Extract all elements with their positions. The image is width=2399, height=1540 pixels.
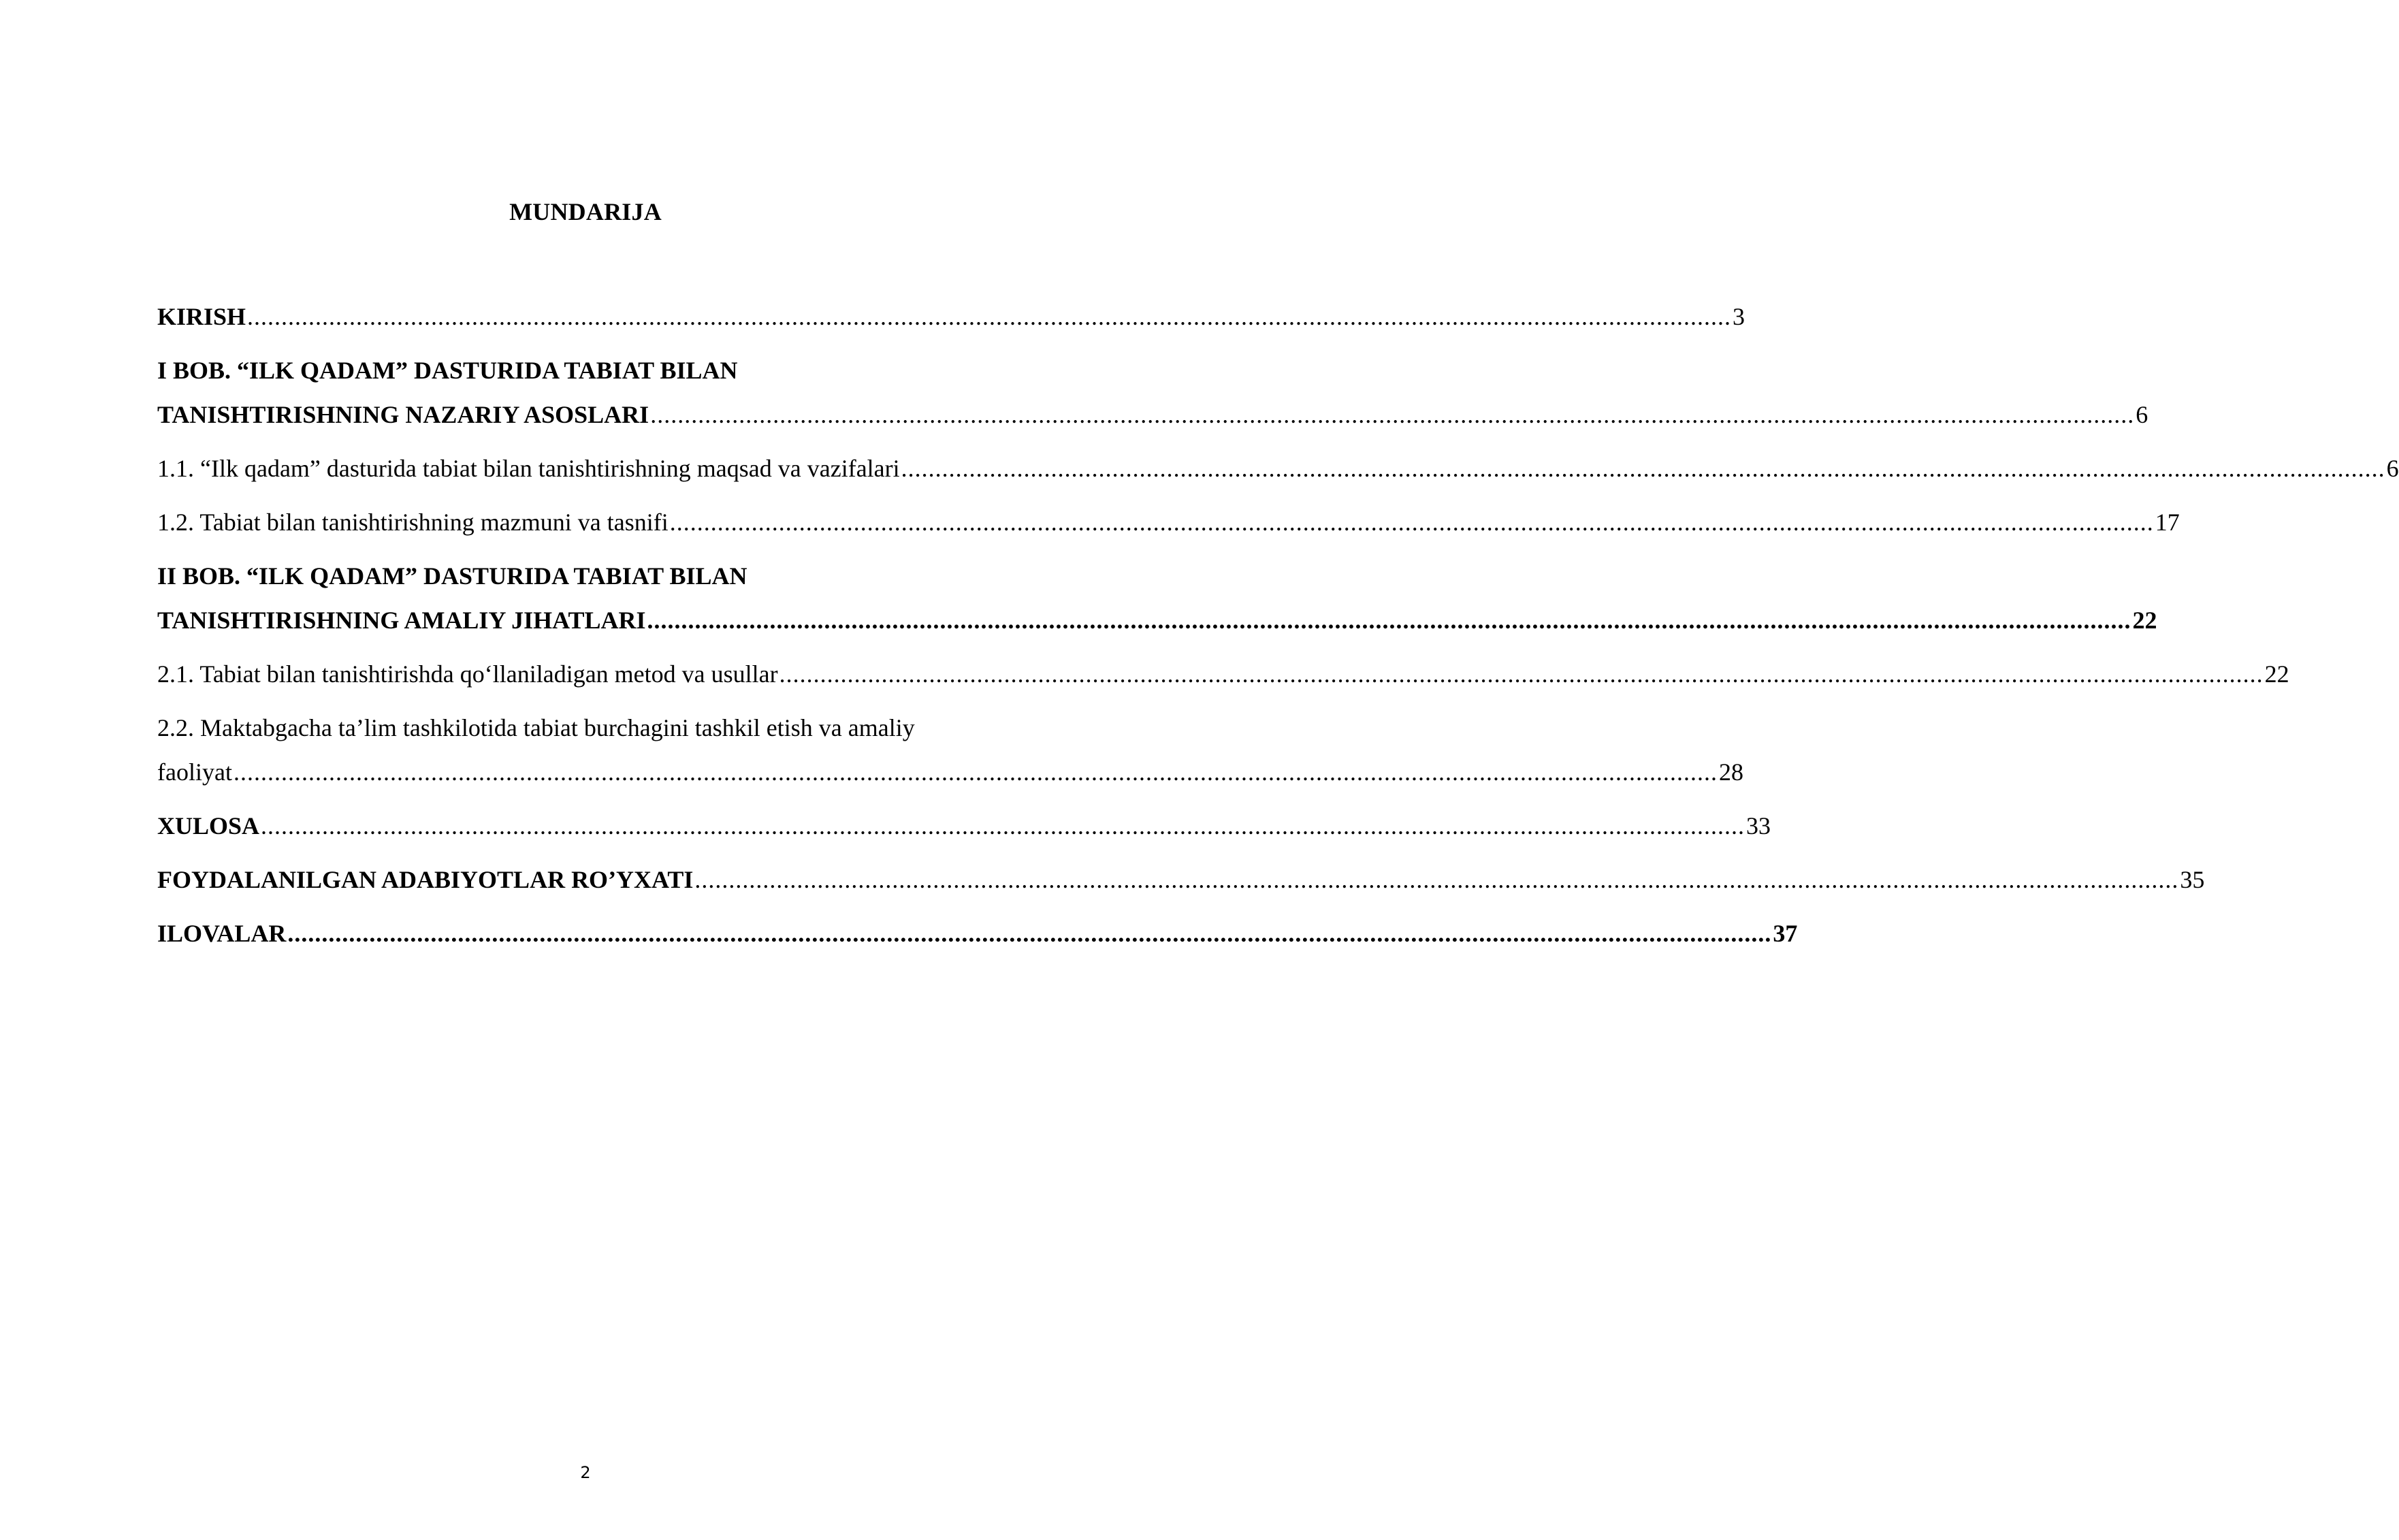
toc-entry-section-2-2-line1 <box>157 711 1019 745</box>
toc-page-number: 37 <box>1773 920 1798 947</box>
toc-page-number: 17 <box>2155 509 2180 536</box>
toc-entry-chapter-2-line1 <box>157 559 1019 593</box>
toc-entry-kirish[interactable] <box>157 300 1745 334</box>
toc-page-number: 22 <box>2132 607 2157 634</box>
toc-page-number: 22 <box>2264 660 2289 688</box>
dot-leader: .......................................................................................................................................................................................................................... <box>647 607 2131 634</box>
toc-entry-text: 1.2. Tabiat bilan tanishtirishning mazmuni va tasnifi <box>157 509 669 536</box>
page-title: MUNDARIJA <box>509 198 662 225</box>
toc-entry-text: XULOSA <box>157 812 260 839</box>
dot-leader: .......................................................................................................................................................................................................................... <box>669 509 2154 536</box>
toc-entry-text: ILOVALAR <box>157 920 287 947</box>
toc-page-number: 28 <box>1718 758 1743 786</box>
toc-entry-text: II BOB. “ILK QADAM” DASTURIDA TABIAT BILAN <box>157 562 747 590</box>
toc-entry-section-1-1[interactable] <box>157 451 2399 485</box>
toc-page-number: 3 <box>1733 303 1745 330</box>
toc-entry-section-2-1[interactable] <box>157 657 2289 691</box>
toc-entry-text: 1.1. “Ilk qadam” dasturida tabiat bilan tanishtirishning maqsad va vazifalari <box>157 455 900 482</box>
toc-entry-chapter-1[interactable] <box>157 398 2148 432</box>
page-number: 2 <box>580 1463 591 1482</box>
toc-entry-ilovalar[interactable] <box>157 916 1798 950</box>
toc-page-number: 6 <box>2386 455 2399 482</box>
toc-entry-xulosa[interactable] <box>157 809 1771 843</box>
toc-entry-section-2-2[interactable] <box>157 755 1743 789</box>
dot-leader: .......................................................................................................................................................................................................................... <box>901 455 2385 482</box>
dot-leader: .......................................................................................................................................................................................................................... <box>779 660 2264 688</box>
dot-leader: .......................................................................................................................................................................................................................... <box>261 812 1745 839</box>
toc-entry-text: TANISHTIRISHNING NAZARIY ASOSLARI <box>157 401 649 428</box>
toc-entry-section-1-2[interactable] <box>157 505 2180 539</box>
toc-entry-text: faoliyat <box>157 758 232 786</box>
toc-entry-chapter-2[interactable] <box>157 603 2157 637</box>
toc-entry-text: KIRISH <box>157 303 246 330</box>
dot-leader: .......................................................................................................................................................................................................................... <box>247 303 1732 330</box>
toc-entry-adabiyotlar[interactable] <box>157 863 2205 897</box>
toc-page-number: 35 <box>2180 866 2205 893</box>
dot-leader: .......................................................................................................................................................................................................................... <box>233 758 1718 786</box>
toc-entry-text: TANISHTIRISHNING AMALIY JIHATLARI <box>157 607 646 634</box>
toc-entry-chapter-1-line1 <box>157 353 1019 387</box>
dot-leader: .......................................................................................................................................................................................................................... <box>287 920 1772 947</box>
toc-entry-text: FOYDALANILGAN ADABIYOTLAR RO’YXATI <box>157 866 694 893</box>
toc-entry-text: 2.1. Tabiat bilan tanishtirishda qo‘llaniladigan metod va usullar <box>157 660 778 688</box>
toc-entry-text: I BOB. “ILK QADAM” DASTURIDA TABIAT BILAN <box>157 357 738 384</box>
toc-page-number: 33 <box>1746 812 1771 839</box>
toc-entry-text: 2.2. Maktabgacha ta’lim tashkilotida tabiat burchagini tashkil etish va amaliy <box>157 714 915 741</box>
dot-leader: .......................................................................................................................................................................................................................... <box>650 401 2135 428</box>
toc-page-number: 6 <box>2136 401 2148 428</box>
dot-leader: .......................................................................................................................................................................................................................... <box>694 866 2179 893</box>
